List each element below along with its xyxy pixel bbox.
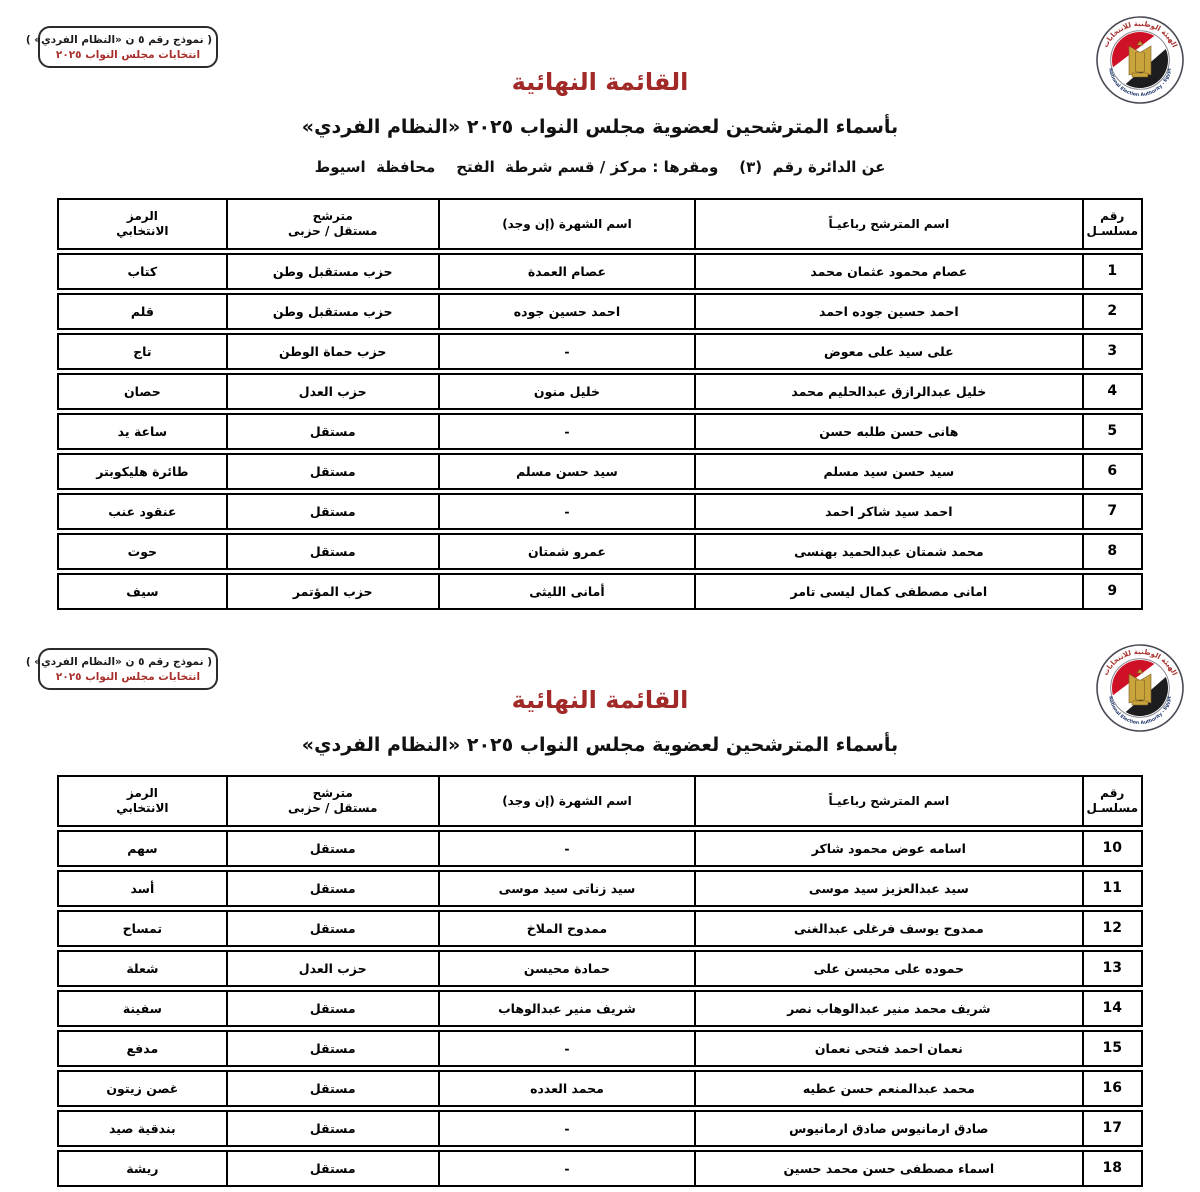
cell-serial-number: 6 — [1082, 455, 1142, 488]
header-serial — [1082, 200, 1142, 248]
page-subtitle: بأسماء المترشحين لعضوية مجلس النواب ٢٠٢٥ «النظام الفردي» — [301, 734, 899, 756]
cell-candidate-name: سيد عبدالعزيز سيد موسى — [694, 872, 1081, 905]
cell-shohra-name: محمد العدده — [438, 1072, 694, 1105]
header-name-label: اسم المترشح رباعيـاً — [828, 793, 950, 808]
stamp-form-line: ( نموذج رقم ٥ ن «النظام الفردي» ) — [25, 34, 212, 46]
table-row — [57, 1070, 1143, 1107]
table-row — [57, 453, 1143, 490]
cell-electoral-symbol: تمساح — [122, 920, 163, 936]
cell-party-affiliation: حزب العدل — [226, 375, 438, 408]
header-serial — [1082, 777, 1142, 825]
table-row — [57, 1110, 1143, 1147]
cell-shohra-name: أمانى الليثى — [438, 575, 694, 608]
candidates-table-1 — [57, 198, 1143, 613]
table-row — [57, 293, 1143, 330]
page-title: القائمة النهائية — [511, 686, 689, 714]
cell-shohra-name: - — [438, 335, 694, 368]
cell-electoral-symbol: سيف — [126, 583, 159, 599]
table-row — [57, 870, 1143, 907]
header-serial-line1: رقم — [1100, 786, 1125, 800]
cell-party-affiliation: مستقل — [226, 455, 438, 488]
candidates-table-2 — [57, 775, 1143, 1190]
table-row — [57, 950, 1143, 987]
table-row — [57, 533, 1143, 570]
cell-electoral-symbol: ريشة — [126, 1160, 159, 1176]
header-symbol-line1: الرمز — [126, 786, 158, 800]
table-row — [57, 413, 1143, 450]
cell-serial-number: 12 — [1082, 912, 1142, 945]
page-section-2 — [0, 614, 1200, 1192]
cell-shohra-name: - — [438, 415, 694, 448]
table-row — [57, 830, 1143, 867]
cell-electoral-symbol: ساعة يد — [117, 423, 168, 439]
cell-electoral-symbol: قلم — [130, 303, 154, 319]
header-party-line1: مترشح — [312, 209, 353, 223]
cell-shohra-name: حمادة محيسن — [438, 952, 694, 985]
cell-serial-number: 15 — [1082, 1032, 1142, 1065]
cell-candidate-name: هانى حسن طلبه حسن — [694, 415, 1081, 448]
cell-party-affiliation: مستقل — [226, 495, 438, 528]
header-electoral-symbol — [59, 777, 226, 825]
cell-candidate-name: احمد حسين جوده احمد — [694, 295, 1081, 328]
cell-party-affiliation: حزب مستقبل وطن — [226, 295, 438, 328]
cell-candidate-name: خليل عبدالرازق عبدالحليم محمد — [694, 375, 1081, 408]
header-party-line1: مترشح — [312, 786, 353, 800]
cell-serial-number: 18 — [1082, 1152, 1142, 1185]
cell-shohra-name: سيد زناتى سيد موسى — [438, 872, 694, 905]
table-row — [57, 1030, 1143, 1067]
cell-serial-number: 4 — [1082, 375, 1142, 408]
cell-electoral-symbol: غصن زيتون — [106, 1080, 179, 1096]
district-line: عن الدائرة رقم (٣) ومقرها : مركز / قسم شرطة الفتح محافظة اسيوط — [314, 158, 886, 176]
cell-serial-number: 1 — [1082, 255, 1142, 288]
cell-shohra-name: احمد حسين جوده — [438, 295, 694, 328]
header-serial-line2: مسلسـل — [1086, 224, 1139, 238]
stamp-form-line: ( نموذج رقم ٥ ن «النظام الفردي» ) — [25, 656, 212, 668]
header-party-line2: مستقل / حزبى — [288, 801, 378, 815]
cell-party-affiliation: مستقل — [226, 1112, 438, 1145]
cell-shohra-name: - — [438, 832, 694, 865]
table-row — [57, 373, 1143, 410]
cell-candidate-name: صادق ارمانيوس صادق ارمانيوس — [694, 1112, 1081, 1145]
cell-electoral-symbol: تاج — [133, 343, 152, 359]
cell-candidate-name: شريف محمد منير عبدالوهاب نصر — [694, 992, 1081, 1025]
page-subtitle: بأسماء المترشحين لعضوية مجلس النواب ٢٠٢٥ «النظام الفردي» — [301, 116, 899, 138]
form-number-stamp — [25, 26, 218, 68]
cell-electoral-symbol: طائرة هليكوبتر — [96, 463, 189, 479]
cell-party-affiliation: مستقل — [226, 832, 438, 865]
cell-shohra-name: شريف منير عبدالوهاب — [438, 992, 694, 1025]
cell-candidate-name: اسماء مصطفى حسن محمد حسين — [694, 1152, 1081, 1185]
cell-electoral-symbol: حوت — [127, 543, 158, 559]
cell-serial-number: 14 — [1082, 992, 1142, 1025]
cell-serial-number: 3 — [1082, 335, 1142, 368]
cell-candidate-name: عصام محمود عثمان محمد — [694, 255, 1081, 288]
header-serial-line2: مسلسـل — [1086, 801, 1139, 815]
cell-shohra-name: عصام العمدة — [438, 255, 694, 288]
header-name-label: اسم المترشح رباعيـاً — [828, 216, 950, 231]
cell-serial-number: 10 — [1082, 832, 1142, 865]
cell-party-affiliation: مستقل — [226, 992, 438, 1025]
cell-serial-number: 16 — [1082, 1072, 1142, 1105]
stamp-election-line: انتخابات مجلس النواب ٢٠٢٥ — [55, 671, 201, 683]
cell-electoral-symbol: أسد — [130, 880, 155, 896]
header-shohra-label: اسم الشهرة (إن وجد) — [502, 793, 632, 808]
header-candidate-name — [694, 200, 1081, 248]
table-row — [57, 493, 1143, 530]
cell-shohra-name: - — [438, 1112, 694, 1145]
header-shohra-label: اسم الشهرة (إن وجد) — [502, 216, 632, 231]
table-header-row — [57, 198, 1143, 250]
cell-party-affiliation: حزب مستقبل وطن — [226, 255, 438, 288]
cell-shohra-name: - — [438, 1152, 694, 1185]
form-number-stamp — [25, 648, 218, 690]
cell-shohra-name: سيد حسن مسلم — [438, 455, 694, 488]
header-party-affiliation — [226, 777, 438, 825]
header-shohra-name — [438, 200, 694, 248]
table-row — [57, 253, 1143, 290]
cell-candidate-name: امانى مصطفى كمال ليسى تامر — [694, 575, 1081, 608]
table-row — [57, 333, 1143, 370]
cell-electoral-symbol: حصان — [124, 383, 161, 399]
table-row — [57, 910, 1143, 947]
cell-shohra-name: خليل منون — [438, 375, 694, 408]
table-row — [57, 990, 1143, 1027]
cell-party-affiliation: مستقل — [226, 912, 438, 945]
cell-party-affiliation: مستقل — [226, 535, 438, 568]
cell-shohra-name: - — [438, 1032, 694, 1065]
cell-candidate-name: حموده على محيسن على — [694, 952, 1081, 985]
cell-serial-number: 7 — [1082, 495, 1142, 528]
cell-candidate-name: نعمان احمد فتحى نعمان — [694, 1032, 1081, 1065]
cell-candidate-name: اسامه عوض محمود شاكر — [694, 832, 1081, 865]
header-party-line2: مستقل / حزبى — [288, 224, 378, 238]
cell-party-affiliation: مستقل — [226, 1072, 438, 1105]
cell-electoral-symbol: كتاب — [127, 263, 158, 279]
cell-electoral-symbol: سفينة — [122, 1000, 162, 1016]
table-body-2 — [57, 830, 1143, 1187]
cell-serial-number: 8 — [1082, 535, 1142, 568]
cell-candidate-name: سيد حسن سيد مسلم — [694, 455, 1081, 488]
table-header-row — [57, 775, 1143, 827]
cell-shohra-name: عمرو شمتان — [438, 535, 694, 568]
table-body-1 — [57, 253, 1143, 610]
cell-electoral-symbol: مدفع — [126, 1040, 159, 1056]
header-candidate-name — [694, 777, 1081, 825]
cell-party-affiliation: مستقل — [226, 415, 438, 448]
cell-party-affiliation: مستقل — [226, 1152, 438, 1185]
header-party-affiliation — [226, 200, 438, 248]
header-electoral-symbol — [59, 200, 226, 248]
cell-party-affiliation: مستقل — [226, 872, 438, 905]
cell-shohra-name: - — [438, 495, 694, 528]
cell-party-affiliation: مستقل — [226, 1032, 438, 1065]
header-shohra-name — [438, 777, 694, 825]
cell-serial-number: 17 — [1082, 1112, 1142, 1145]
cell-electoral-symbol: سهم — [127, 840, 158, 856]
cell-party-affiliation: حزب العدل — [226, 952, 438, 985]
table-row — [57, 573, 1143, 610]
cell-party-affiliation: حزب حماة الوطن — [226, 335, 438, 368]
cell-serial-number: 13 — [1082, 952, 1142, 985]
cell-candidate-name: على سيد على معوض — [694, 335, 1081, 368]
table-row — [57, 1150, 1143, 1187]
header-serial-line1: رقم — [1100, 209, 1125, 223]
cell-candidate-name: محمد شمتان عبدالحميد بهنسى — [694, 535, 1081, 568]
cell-electoral-symbol: بندقية صيد — [109, 1120, 176, 1136]
page-title: القائمة النهائية — [511, 68, 689, 96]
header-symbol-line1: الرمز — [126, 209, 158, 223]
cell-serial-number: 9 — [1082, 575, 1142, 608]
cell-shohra-name: ممدوح الملاخ — [438, 912, 694, 945]
cell-candidate-name: احمد سيد شاكر احمد — [694, 495, 1081, 528]
header-symbol-line2: الانتخابي — [116, 224, 169, 238]
cell-serial-number: 5 — [1082, 415, 1142, 448]
cell-serial-number: 11 — [1082, 872, 1142, 905]
cell-electoral-symbol: شعلة — [126, 960, 159, 976]
cell-electoral-symbol: عنقود عنب — [108, 503, 177, 519]
header-symbol-line2: الانتخابي — [116, 801, 169, 815]
stamp-election-line: انتخابات مجلس النواب ٢٠٢٥ — [55, 49, 201, 61]
cell-party-affiliation: حزب المؤتمر — [226, 575, 438, 608]
cell-serial-number: 2 — [1082, 295, 1142, 328]
cell-candidate-name: ممدوح يوسف فرغلى عبدالغنى — [694, 912, 1081, 945]
cell-candidate-name: محمد عبدالمنعم حسن عطيه — [694, 1072, 1081, 1105]
